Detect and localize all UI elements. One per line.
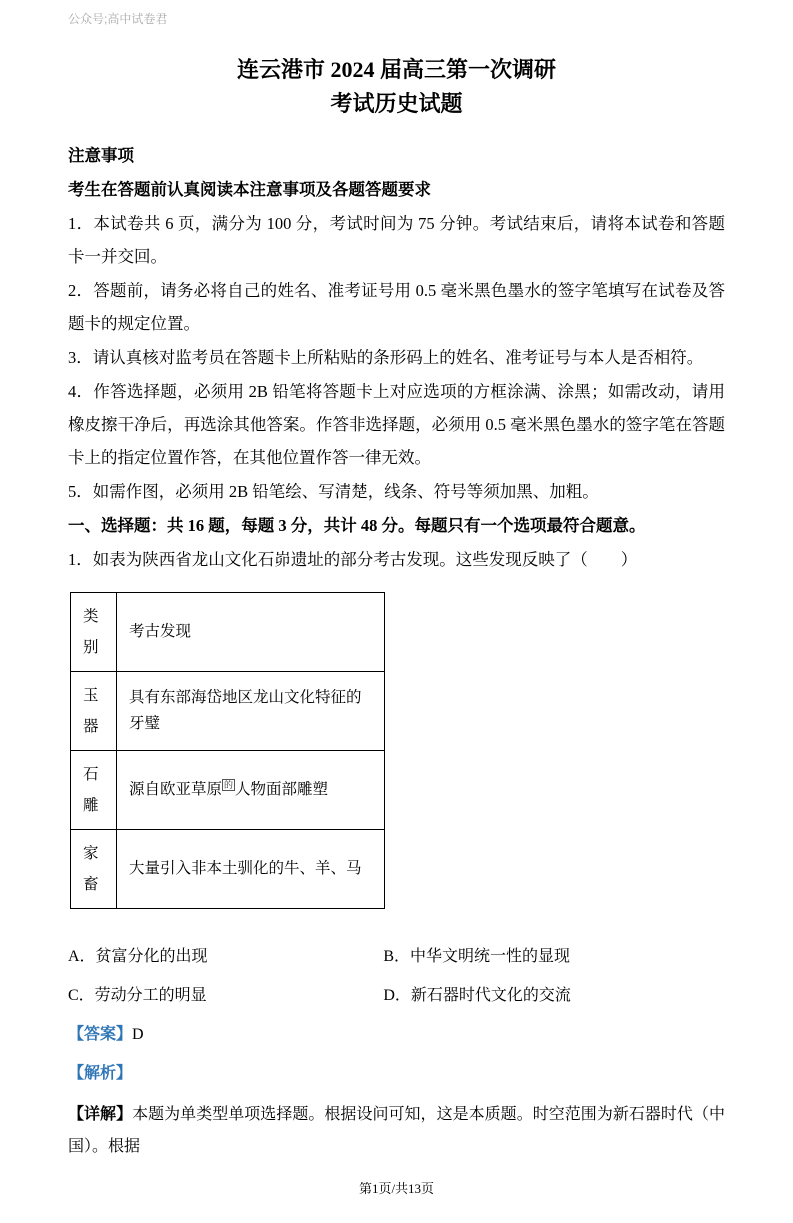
table-cell-category: 石雕 (71, 751, 117, 830)
page-footer: 第1页/共13页 (358, 1181, 435, 1197)
notice-subheading: 考生在答题前认真阅读本注意事项及各题答题要求 (68, 180, 431, 200)
options-row-cd (68, 982, 725, 1005)
notice-item-1: 1．本试卷共 6 页，满分为 100 分，考试时间为 75 分钟。考试结束后，请将本试卷和答题卡一并交回。 (68, 214, 725, 267)
option-c: C．劳动分工的明显 (68, 987, 207, 1005)
table-row (71, 672, 385, 751)
table-row (71, 830, 385, 909)
answer-line (68, 1021, 725, 1044)
table-row (71, 751, 385, 830)
detail-text: 本题为单类型单项选择题。根据设问可知，这是本质题。时空范围为新石器时代（中国）。根据 (68, 1106, 725, 1156)
section-heading: 一、选择题：共 16 题，每题 3 分，共计 48 分。每题只有一个选项最符合题意。 (68, 516, 646, 536)
option-d: D．新石器时代文化的交流 (383, 987, 571, 1005)
title-block (68, 53, 725, 121)
page-title-line1: 连云港市 2024 届高三第一次调研 (236, 57, 556, 82)
answer-value: D (132, 1026, 144, 1044)
missing-glyph-box: 的 (224, 779, 234, 790)
table-cell-finding: 大量引入非本土驯化的牛、羊、马 (117, 830, 385, 909)
analysis-line (68, 1060, 725, 1083)
options-row-ab (68, 943, 725, 966)
table-cell-category: 家畜 (71, 830, 117, 909)
notice-item-2: 2．答题前，请务必将自己的姓名、准考证号用 0.5 毫米黑色墨水的签字笔填写在试卷及答题卡的规定位置。 (68, 281, 725, 334)
notice-item-5: 5．如需作图，必须用 2B 铅笔绘、写清楚，线条、符号等须加黑、加粗。 (68, 482, 599, 502)
finding-text-post: 人物面部雕塑 (235, 781, 329, 799)
table-cell-finding: 考古发现 (117, 593, 385, 672)
notice-heading: 注意事项 (68, 146, 134, 166)
detail-tag: 【详解】 (68, 1106, 133, 1124)
detail-line (68, 1099, 725, 1163)
option-b: B．中华文明统一性的显现 (383, 948, 571, 966)
watermark: 公众号;高中试卷君 (68, 12, 168, 26)
table-cell-category: 玉器 (71, 672, 117, 751)
answer-tag: 【答案】 (68, 1026, 133, 1044)
analysis-tag: 【解析】 (68, 1065, 133, 1083)
table-cell-finding: 具有东部海岱地区龙山文化特征的牙璧 (117, 672, 385, 751)
notice-item-3: 3．请认真核对监考员在答题卡上所粘贴的条形码上的姓名、准考证号与本人是否相符。 (68, 348, 704, 368)
table-row (71, 593, 385, 672)
notice-item-4: 4．作答选择题，必须用 2B 铅笔将答题卡上对应选项的方框涂满、涂黑；如需改动，请用橡皮擦干净后，再选涂其他答案。作答非选择题，必须用 0.5 毫米黑色墨水的签字笔在答题卡上的指定位置作答，在其他位置作答一律无效。 (68, 382, 725, 468)
page-title-line2: 考试历史试题 (330, 91, 463, 117)
finding-text-pre: 源自欧亚草原 (129, 781, 223, 799)
table-cell-finding (117, 751, 385, 830)
question-1-table (70, 592, 385, 909)
option-a: A．贫富分化的出现 (68, 948, 208, 966)
table-cell-category: 类别 (71, 593, 117, 672)
question-1-stem: 1．如表为陕西省龙山文化石峁遗址的部分考古发现。这些发现反映了（ ） (68, 550, 638, 570)
